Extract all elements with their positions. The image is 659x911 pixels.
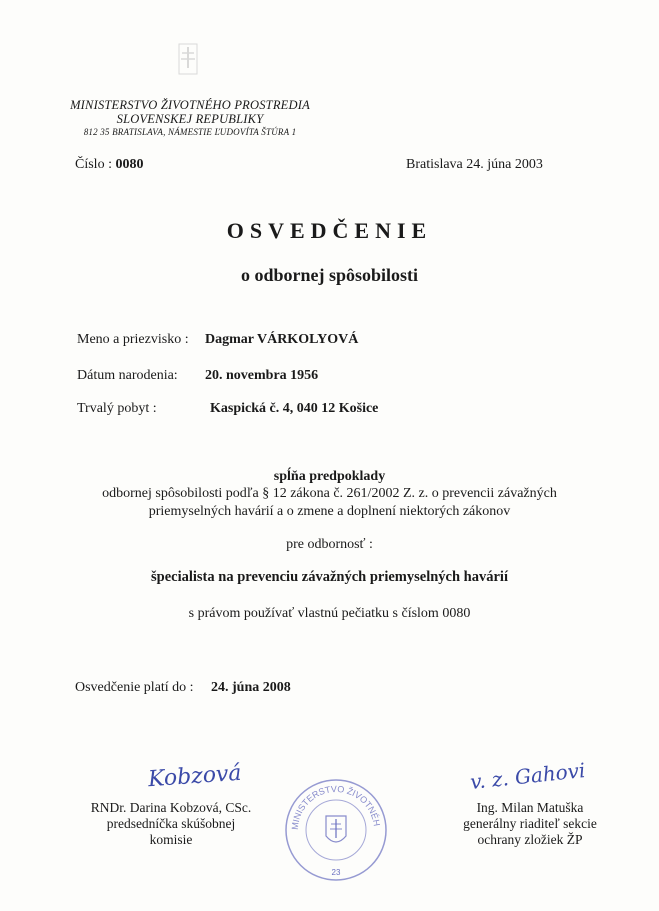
left-signature: Kobzová <box>147 760 243 793</box>
right-signatory-role2: ochrany zložiek ŽP <box>477 832 583 847</box>
address-value: Kaspická č. 4, 040 12 Košice <box>210 401 379 416</box>
ministry-name-line1: MINISTERSTVO ŽIVOTNÉHO PROSTREDIA <box>70 98 310 112</box>
validity-label: Osvedčenie platí do : <box>75 680 194 695</box>
document-title: OSVEDČENIE <box>226 218 433 243</box>
document-number-label: Číslo : <box>75 157 112 172</box>
left-signatory-role2: komisie <box>149 832 193 847</box>
right-signatory-name: Ing. Milan Matuška <box>476 800 584 815</box>
birth-date-label: Dátum narodenia: <box>77 368 178 383</box>
validity-value: 24. júna 2008 <box>211 680 291 695</box>
seal-number: 23 <box>331 868 341 877</box>
left-signatory-role1: predsedníčka skúšobnej <box>106 816 236 831</box>
ministry-name-line2: SLOVENSKEJ REPUBLIKY <box>116 112 264 126</box>
name-value: Dagmar VÁRKOLYOVÁ <box>205 332 359 347</box>
meets-requirements: spĺňa predpoklady <box>273 469 386 484</box>
name-label: Meno a priezvisko : <box>77 332 189 347</box>
address-label: Trvalý pobyt : <box>77 401 157 416</box>
document-number-value: 0080 <box>115 157 144 172</box>
right-signature: v. z. Gahovi <box>469 758 587 794</box>
stamp-right: s právom používať vlastnú pečiatku s číslom 0080 <box>188 606 471 621</box>
document-subtitle: o odbornej spôsobilosti <box>240 265 419 285</box>
left-signatory-name: RNDr. Darina Kobzová, CSc. <box>90 800 252 815</box>
right-signatory <box>440 800 620 848</box>
legal-basis-line1: odbornej spôsobilosti podľa § 12 zákona č. 261/2002 Z. z. o prevencii závažných <box>102 486 557 501</box>
for-expertise-label: pre odbornosť : <box>286 537 373 552</box>
left-signatory <box>76 800 266 848</box>
specialization: špecialista na prevenciu závažných priemyselných havárií <box>151 569 508 585</box>
seal-text: MINISTERSTVO ŽIVOTNÉH <box>289 783 382 831</box>
birth-date-value: 20. novembra 1956 <box>205 368 319 383</box>
document-number <box>75 157 143 173</box>
official-seal <box>284 778 388 882</box>
right-signatory-role1: generálny riaditeľ sekcie <box>463 816 597 831</box>
legal-basis-line2: priemyselných havárií a o zmene a doplnení niektorých zákonov <box>148 504 511 519</box>
ministry-address: 812 35 BRATISLAVA, NÁMESTIE ĽUDOVÍTA ŠTÚRA 1 <box>83 127 297 137</box>
place-date: Bratislava 24. júna 2003 <box>406 157 543 172</box>
coat-of-arms-icon <box>176 42 200 78</box>
